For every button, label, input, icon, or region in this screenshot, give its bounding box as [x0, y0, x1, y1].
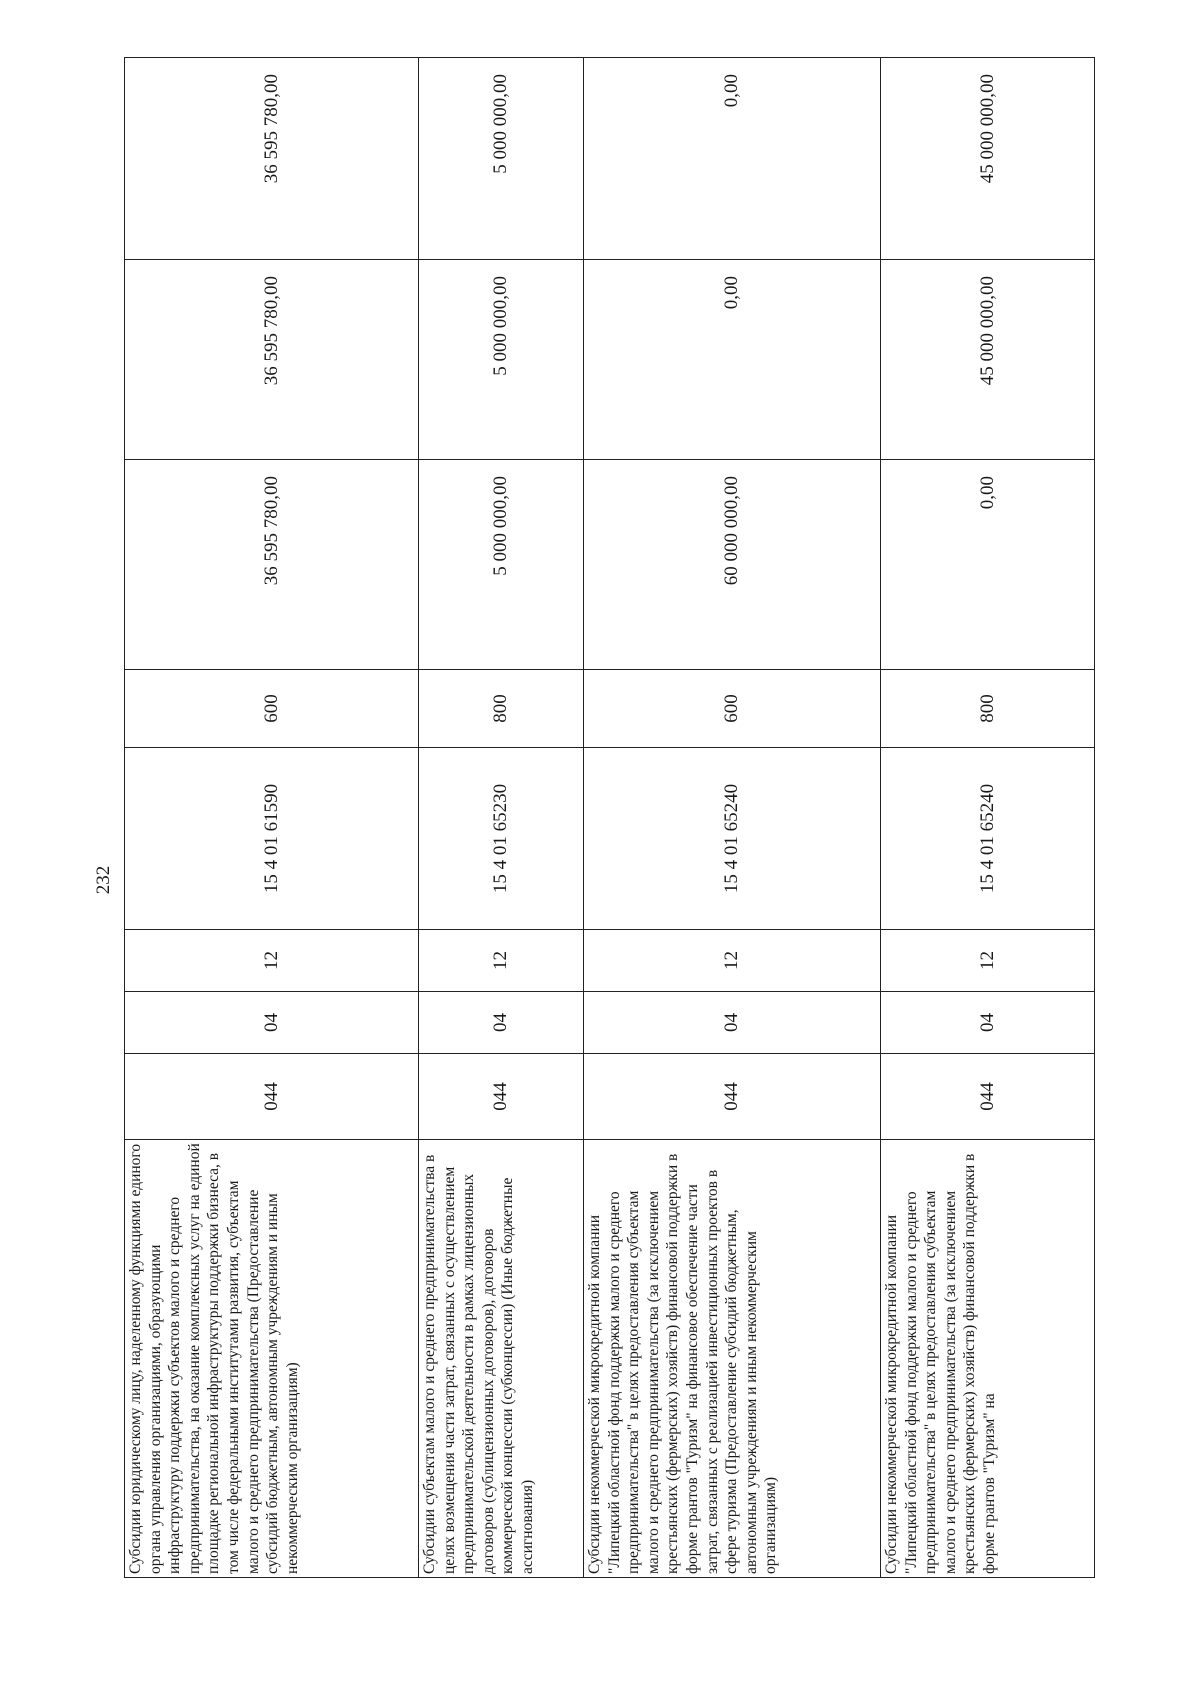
target-article-code: 15 4 01 65240	[881, 748, 1095, 930]
expense-type-code: 600	[584, 670, 881, 748]
sum-year-2: 45 000 000,00	[881, 260, 1095, 460]
sum-year-2: 36 595 780,00	[125, 260, 419, 460]
target-article-code: 15 4 01 65240	[584, 748, 881, 930]
sum-year-1: 0,00	[881, 460, 1095, 670]
subsection-code: 12	[419, 930, 584, 992]
table-row	[125, 58, 419, 1578]
sum-year-1: 5 000 000,00	[419, 460, 584, 670]
page-number: 232	[93, 865, 114, 895]
target-article-code: 15 4 01 65230	[419, 748, 584, 930]
section-code: 04	[584, 992, 881, 1054]
sum-year-3: 5 000 000,00	[419, 58, 584, 260]
budget-table	[124, 57, 1095, 1578]
sum-year-2: 0,00	[584, 260, 881, 460]
section-code: 04	[881, 992, 1095, 1054]
subsection-code: 12	[584, 930, 881, 992]
section-code: 04	[419, 992, 584, 1054]
table-row	[881, 58, 1095, 1578]
sum-year-3: 36 595 780,00	[125, 58, 419, 260]
section-code: 04	[125, 992, 419, 1054]
table-row	[584, 58, 881, 1578]
row-description: Субсидии некоммерческой микрокредитной компании "Липецкий областной фонд поддержки малого и среднего предпринимательства" в целях предоставления субъектам малого и среднего предпринимательства (за исключением крестьянских (фермерских) хозяйств) финансовой поддержки в форме грантов "Туризм" на финансовое обеспечение части затрат, связанных с реализацией инвестиционных проектов в сфере туризма (Предоставление субсидий бюджетным, автономным учреждениям и иным некоммерческим организациям)	[584, 1140, 881, 1578]
row-description: Субсидии некоммерческой микрокредитной компании "Липецкий областной фонд поддержки малого и среднего предпринимательства" в целях предоставления субъектам малого и среднего предпринимательства (за исключением крестьянских (фермерских) хозяйств) финансовой поддержки в форме грантов "Туризм" на	[881, 1140, 1095, 1578]
ministry-code: 044	[125, 1054, 419, 1140]
expense-type-code: 800	[419, 670, 584, 748]
ministry-code: 044	[584, 1054, 881, 1140]
sum-year-1: 60 000 000,00	[584, 460, 881, 670]
sum-year-3: 0,00	[584, 58, 881, 260]
budget-table-rotated	[124, 58, 1094, 1578]
table-row	[419, 58, 584, 1578]
sum-year-2: 5 000 000,00	[419, 260, 584, 460]
expense-type-code: 800	[881, 670, 1095, 748]
subsection-code: 12	[881, 930, 1095, 992]
ministry-code: 044	[419, 1054, 584, 1140]
sum-year-1: 36 595 780,00	[125, 460, 419, 670]
expense-type-code: 600	[125, 670, 419, 748]
row-description: Субсидии юридическому лицу, наделенному функциями единого органа управления организациями, образующими инфраструктуру поддержки субъектов малого и среднего предпринимательства, на оказание комплексных услуг на единой площадке региональной инфраструктуры поддержки бизнеса, в том числе федеральными институтами развития, субъектам малого и среднего предпринимательства (Предоставление субсидий бюджетным, автономным учреждениям и иным некоммерческим организациям)	[125, 1140, 419, 1578]
ministry-code: 044	[881, 1054, 1095, 1140]
row-description: Субсидии субъектам малого и среднего предпринимательства в целях возмещения части затрат, связанных с осуществлением предпринимательской деятельности в рамках лицензионных договоров (сублицензионных договоров), договоров коммерческой концессии (субконцессии) (Иные бюджетные ассигнования)	[419, 1140, 584, 1578]
sum-year-3: 45 000 000,00	[881, 58, 1095, 260]
subsection-code: 12	[125, 930, 419, 992]
target-article-code: 15 4 01 61590	[125, 748, 419, 930]
